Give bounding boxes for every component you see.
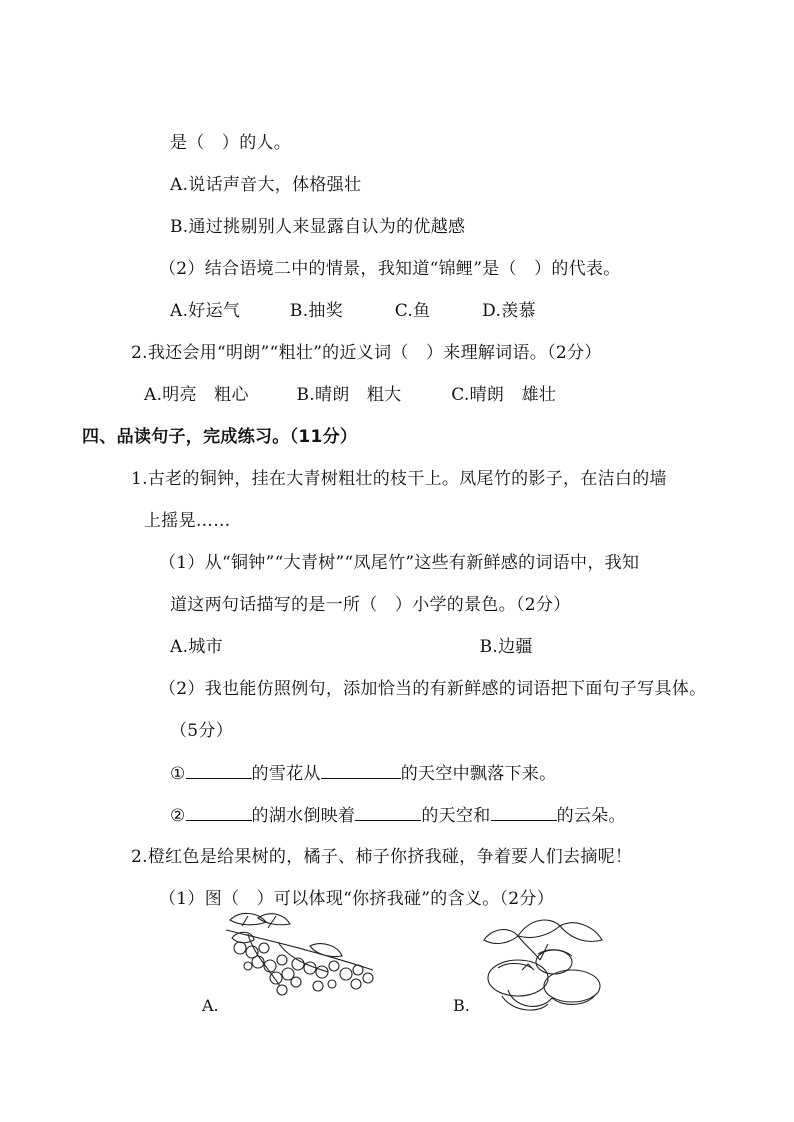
- sentence-text: 的湖水倒映着: [251, 806, 356, 826]
- passage-1-line-1: 1.古老的铜钟，挂在大青树粗壮的枝干上。凤尾竹的影子，在洁白的墙: [131, 469, 667, 489]
- option-b: B.通过挑剔别人来显露自认为的优越感: [170, 217, 466, 237]
- circled-number: ②: [170, 806, 186, 826]
- passage-2-line-1: 2.橙红色是给果树的，橘子、柿子你挤我碰，争着要人们去摘呢！: [131, 847, 633, 867]
- question-3-2-options: [170, 300, 536, 322]
- option-c: C.鱼: [394, 301, 431, 321]
- question-4-2-1: （1）图（ ）可以体现“你挤我碰”的含义。（2分）: [159, 889, 555, 909]
- option-a: A.城市: [170, 637, 223, 657]
- figure-a-label: A.: [202, 996, 219, 1015]
- passage-1-line-2: 上摇晃……: [144, 511, 231, 531]
- answer-blank[interactable]: [321, 762, 401, 779]
- figure-b-label: B.: [453, 996, 470, 1015]
- sentence-text: 的天空和: [421, 806, 491, 826]
- fill-in-sentence-2: [170, 804, 626, 827]
- answer-blank[interactable]: [355, 804, 421, 821]
- circled-number: ①: [170, 764, 186, 784]
- persimmon-drawing-icon: [478, 912, 610, 1014]
- orange-branch-drawing-icon: [218, 908, 383, 1000]
- answer-blank[interactable]: [186, 762, 252, 779]
- question-3-1-continuation: 是（ ）的人。: [170, 133, 292, 153]
- option-a: A.明亮 粗心: [144, 385, 249, 405]
- question-3-item-2-options: [144, 384, 556, 406]
- sentence-text: 的雪花从: [251, 764, 321, 784]
- question-3-item-2: 2.我还会用“明朗”“粗壮”的近义词（ ）来理解词语。（2分）: [131, 343, 602, 363]
- option-b: B.晴朗 粗大: [296, 385, 402, 405]
- answer-blank[interactable]: [491, 804, 557, 821]
- fill-in-sentence-1: [170, 762, 556, 785]
- option-a: A.好运气: [170, 301, 241, 321]
- sentence-text: 的天空中飘落下来。: [400, 764, 557, 784]
- option-b: B.边疆: [479, 637, 533, 657]
- question-4-1-1-line-2: 道这两句话描写的是一所（ ）小学的景色。（2分）: [170, 595, 571, 615]
- question-4-1-1-line-1: （1）从“铜钟”“大青树”“凤尾竹”这些有新鲜感的词语中，我知: [159, 553, 640, 573]
- option-c: C.晴朗 雄壮: [451, 385, 557, 405]
- question-4-1-1-options: [170, 636, 533, 658]
- sentence-text: 的云朵。: [556, 806, 626, 826]
- question-4-1-2-line-2: （5分）: [170, 721, 234, 741]
- option-a: A.说话声音大，体格强壮: [170, 175, 362, 195]
- section-4-title: 四、品读句子，完成练习。（11分）: [82, 427, 358, 447]
- question-3-2: （2）结合语境二中的情景，我知道“锦鲤”是（ ）的代表。: [159, 259, 621, 279]
- question-4-1-2-line-1: （2）我也能仿照例句，添加恰当的有新鲜感的词语把下面句子写具体。: [159, 679, 707, 699]
- option-d: D.羡慕: [482, 301, 536, 321]
- option-b: B.抽奖: [289, 301, 344, 321]
- answer-blank[interactable]: [186, 804, 252, 821]
